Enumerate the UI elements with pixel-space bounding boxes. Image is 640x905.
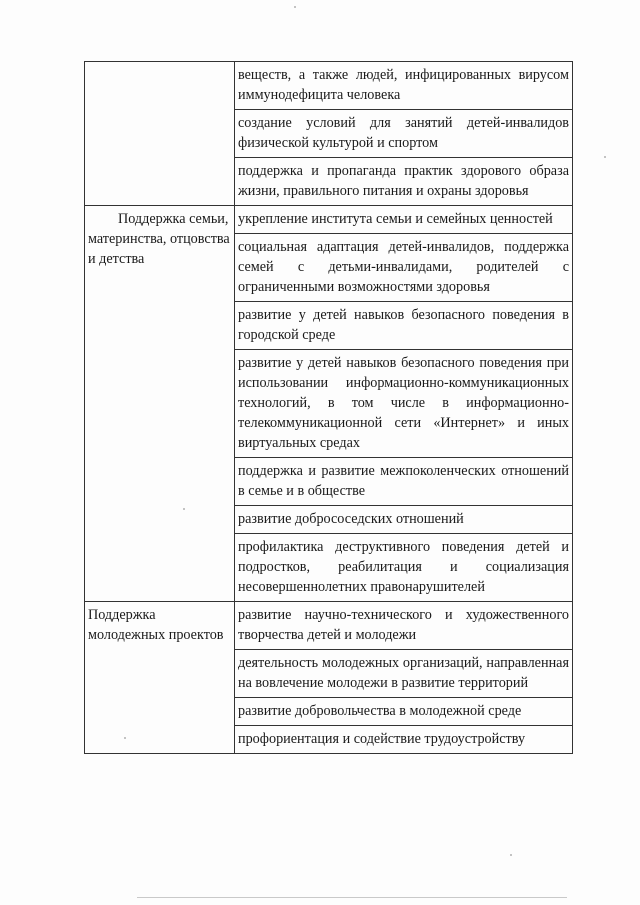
activity-cell: развитие у детей навыков безопасного поведения в городской среде bbox=[235, 302, 573, 350]
category-cell bbox=[85, 206, 235, 602]
activity-cell: поддержка и развитие межпоколенческих отношений в семье и в обществе bbox=[235, 458, 573, 506]
page-bottom-rule bbox=[137, 897, 567, 898]
activity-cell: создание условий для занятий детей-инвалидов физической культурой и спортом bbox=[235, 110, 573, 158]
category-cell bbox=[85, 602, 235, 754]
scan-speck bbox=[510, 854, 512, 856]
activity-cell: развитие добрососедских отношений bbox=[235, 506, 573, 534]
activity-cell: развитие добровольчества в молодежной среде bbox=[235, 698, 573, 726]
category-cell bbox=[85, 62, 235, 206]
activity-cell: развитие у детей навыков безопасного поведения при использовании информационно-коммуникационных технологий, в том числе в информационно-телекоммуникационной сети «Интернет» и иных виртуальных средах bbox=[235, 350, 573, 458]
activity-cell: укрепление института семьи и семейных ценностей bbox=[235, 206, 573, 234]
activity-cell: профориентация и содействие трудоустройству bbox=[235, 726, 573, 754]
activity-cell: развитие научно-технического и художественного творчества детей и молодежи bbox=[235, 602, 573, 650]
table-row bbox=[85, 62, 573, 110]
category-label: Поддержка семьи, материнства, отцовства и детства bbox=[88, 211, 230, 267]
scan-speck bbox=[183, 508, 185, 510]
table-row bbox=[85, 206, 573, 234]
category-label: Поддержка молодежных проектов bbox=[88, 607, 224, 643]
directions-table bbox=[84, 61, 573, 754]
scan-speck bbox=[124, 737, 126, 739]
activity-cell: веществ, а также людей, инфицированных вирусом иммунодефицита человека bbox=[235, 62, 573, 110]
scan-speck bbox=[604, 156, 606, 158]
activity-cell: профилактика деструктивного поведения детей и подростков, реабилитация и социализация несовершеннолетних правонарушителей bbox=[235, 534, 573, 602]
activity-cell: социальная адаптация детей-инвалидов, поддержка семей с детьми-инвалидами, родителей с ограниченными возможностями здоровья bbox=[235, 234, 573, 302]
activity-cell: деятельность молодежных организаций, направленная на вовлечение молодежи в развитие территорий bbox=[235, 650, 573, 698]
scan-speck bbox=[294, 6, 296, 8]
table-row bbox=[85, 602, 573, 650]
activity-cell: поддержка и пропаганда практик здорового образа жизни, правильного питания и охраны здоровья bbox=[235, 158, 573, 206]
